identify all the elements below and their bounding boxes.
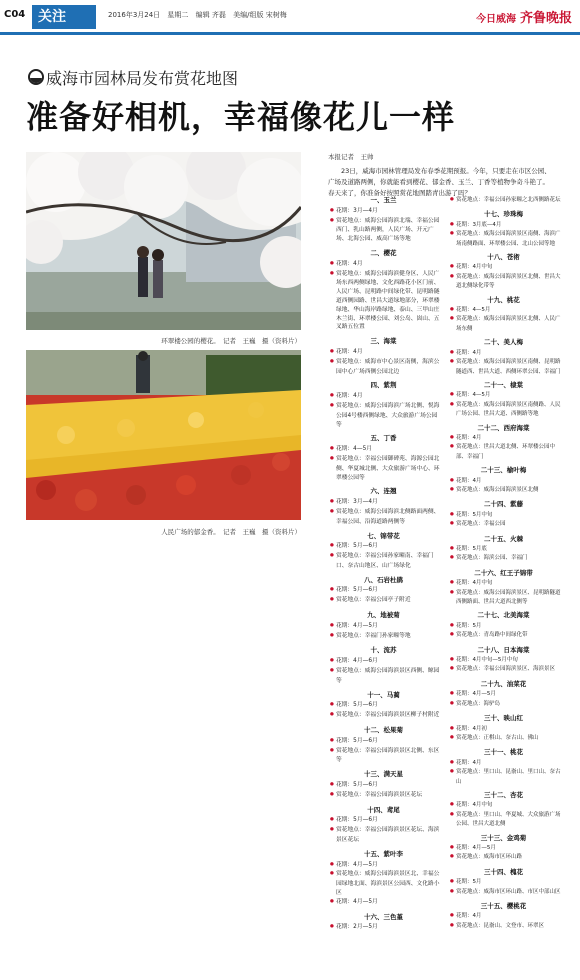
flower-entry bbox=[326, 850, 441, 908]
flower-detail: ● 赏花地点：幸福公园海滨景区柳子村附近 bbox=[326, 711, 441, 721]
flower-detail: ● 花期：5月底 bbox=[446, 545, 561, 554]
flower-detail: ● 赏花地点：威海市区环山路、市区中部山区 bbox=[446, 888, 561, 897]
flower-detail: ● 花期：4月中旬 bbox=[446, 579, 561, 588]
flower-detail: ● 赏花地点：威海公园海滨景区、昆明路隧道西侧路面、世昌大道西北侧等 bbox=[446, 589, 561, 607]
flower-detail: ● 花期：4月—5月 bbox=[326, 622, 441, 632]
flower-detail: ● 花期：3月底—4月 bbox=[446, 221, 561, 230]
header-rule bbox=[0, 32, 580, 35]
flower-guide-column-b bbox=[446, 196, 561, 936]
photo-caption: 环翠楼公园的樱花。 记者 王巍 摄（资料片） bbox=[161, 337, 301, 345]
masthead-brand bbox=[476, 7, 572, 26]
flower-detail: ● 赏花地点：威海公园海滨景区北侧、世昌大道北侧绿化带等 bbox=[446, 273, 561, 291]
flower-detail: ● 花期：4月—6月 bbox=[326, 657, 441, 667]
flower-name: 三十二、杏花 bbox=[484, 790, 523, 799]
tulip-photo bbox=[26, 350, 301, 520]
flower-entry bbox=[446, 748, 561, 786]
flower-detail: ● 花期：4月中旬 bbox=[446, 801, 561, 810]
flower-detail: ● 赏花地点：幸福公园御碑苑、海源公园北侧、华夏城北侧、大众旅游广场中心、环翠楼公园等 bbox=[326, 455, 441, 482]
flower-name: 二十九、油菜花 bbox=[480, 679, 527, 688]
flower-entry bbox=[446, 424, 561, 462]
flower-detail: ● 花期：4月—5月 bbox=[326, 861, 441, 871]
flower-entry bbox=[446, 296, 561, 334]
flower-entry bbox=[446, 791, 561, 829]
flower-detail: ● 花期：5月中旬 bbox=[446, 511, 561, 520]
flower-detail: ● 赏花地点：海驴岛 bbox=[446, 700, 561, 709]
article-kicker: 威海市园林局发布赏花地图 bbox=[46, 69, 239, 88]
flower-name: 九、地被菊 bbox=[367, 611, 400, 620]
flower-name: 十三、满天星 bbox=[364, 770, 403, 779]
article-lead: 23日，威海市园林管理局发布春季花期预报。今年，只要走在市区公园、广场及道路两侧，你就能看到樱花、郁金香、玉兰、丁香等植物争奇斗艳了。春天来了，你准备好按照赏花地图踏青出游了吗？ bbox=[328, 167, 551, 197]
flower-entry bbox=[326, 691, 441, 721]
article-byline: 本报记者 王帅 bbox=[328, 153, 374, 161]
edition-meta bbox=[108, 10, 292, 20]
flower-detail: ● 赏花地点：威海公园海滨北侧路面两侧、幸福公园、沿海道路两侧等 bbox=[326, 508, 441, 527]
flower-name: 十六、三色堇 bbox=[364, 912, 403, 921]
flower-name: 六、连翘 bbox=[370, 487, 397, 496]
flower-entry bbox=[446, 611, 561, 640]
flower-entry bbox=[326, 434, 441, 482]
flower-detail: ● 赏花地点：海滨公园、幸福门 bbox=[446, 554, 561, 563]
flower-detail: ● 赏花地点：昆嵛山、文登市、环翠区 bbox=[446, 922, 561, 931]
section-tag: 关注 bbox=[32, 5, 96, 29]
flower-detail: ● 花期：4月 bbox=[446, 349, 561, 358]
flower-detail: ● 花期：4月 bbox=[446, 759, 561, 768]
edition-weekday: 星期二 bbox=[167, 11, 189, 19]
flower-entry bbox=[446, 868, 561, 897]
flower-detail: ● 赏花地点：幸福公园孙家疃之北西侧路花坛 bbox=[446, 196, 561, 205]
flower-detail: ● 赏花地点：威海公园海滨景区北、幸福公园绿地北面、海滨景区公园西、文化路小区 bbox=[326, 870, 441, 897]
flower-detail: ● 花期：4月—5月 bbox=[446, 844, 561, 853]
flower-detail: ● 赏花地点：威海公园海滨景区南侧、昆明路隧道西、世昌大道、西侧环翠公园、幸福门 bbox=[446, 358, 561, 376]
flower-detail: ● 花期：2月—5月 bbox=[326, 923, 441, 933]
flower-detail: ● 赏花地点：里口山、昆嵛山、里口山、奈古山 bbox=[446, 768, 561, 786]
flower-detail: ● 赏花地点：幸福公园海滨景区、海滨景区 bbox=[446, 665, 561, 674]
flower-detail: ● 花期：4—5月 bbox=[446, 306, 561, 315]
flower-detail: ● 花期：4—5月 bbox=[326, 445, 441, 455]
flower-name: 二十一、棣棠 bbox=[484, 380, 523, 389]
flower-detail: ● 花期：4月 bbox=[326, 392, 441, 402]
flower-entry bbox=[446, 381, 561, 419]
flower-entry bbox=[326, 487, 441, 526]
flower-entry bbox=[446, 714, 561, 743]
page-header bbox=[0, 0, 580, 36]
flower-name: 五、丁香 bbox=[370, 434, 397, 443]
flower-name: 一、玉兰 bbox=[370, 196, 397, 204]
flower-entry bbox=[446, 466, 561, 495]
flower-name: 十八、苍術 bbox=[487, 253, 520, 262]
flower-detail: ● 赏花地点：里口山、华夏城、大众旅游广场公园、世昌大道北侧 bbox=[446, 811, 561, 829]
flower-detail: ● 赏花地点：幸福公园 bbox=[446, 520, 561, 529]
flower-entry bbox=[446, 646, 561, 675]
flower-detail: ● 赏花地点：幸福公园亭子附近 bbox=[326, 596, 441, 606]
flower-name: 三十三、金鸡菊 bbox=[480, 833, 527, 842]
flower-entry bbox=[326, 806, 441, 845]
flower-guide-column-a bbox=[326, 196, 441, 938]
flower-detail: ● 花期：4月 bbox=[326, 348, 441, 358]
flower-entry bbox=[446, 535, 561, 564]
flower-detail: ● 花期：4—5月 bbox=[446, 391, 561, 400]
flower-entry bbox=[326, 646, 441, 685]
flower-detail: ● 花期：4月 bbox=[326, 260, 441, 270]
flower-name: 二十、美人梅 bbox=[484, 338, 523, 347]
flower-entry bbox=[446, 196, 561, 205]
flower-detail: ● 花期：5月 bbox=[446, 878, 561, 887]
flower-name: 二十六、红王子锦带 bbox=[474, 568, 533, 577]
flower-detail: ● 赏花地点：世昌大道北侧、环翠楼公园中部、幸福门 bbox=[446, 443, 561, 461]
edition-date: 2016年3月24日 bbox=[108, 11, 161, 19]
half-circle-icon bbox=[28, 69, 44, 85]
flower-name: 十九、桃花 bbox=[487, 295, 520, 304]
photo-caption: 人民广场的郁金香。 记者 王巍 摄（资料片） bbox=[161, 528, 301, 536]
flower-detail: ● 花期：3月—4月 bbox=[326, 207, 441, 217]
flower-entry bbox=[326, 770, 441, 800]
flower-detail: ● 赏花地点：青岛路中间绿化带 bbox=[446, 631, 561, 640]
flower-entry bbox=[326, 576, 441, 606]
flower-name: 二十八、日本海棠 bbox=[477, 645, 530, 654]
flower-detail: ● 赏花地点：威海公园海滨景区南侧路、人民广场公园、世昌大道、西侧路等地 bbox=[446, 401, 561, 419]
flower-name: 三十、映山红 bbox=[484, 714, 523, 723]
flower-entry bbox=[326, 611, 441, 641]
flower-name: 三十一、桃花 bbox=[484, 748, 523, 757]
flower-detail: ● 赏花地点：威海公园海滨北端、幸福公园西门、乳山路两侧，人民广场、开元广场、北海公园、威高广场等地 bbox=[326, 217, 441, 244]
flower-detail: ● 赏花地点：威海公园海滨健身区、人民广场东西两侧绿地、文化西路花小区门前、人民广场、昆明路中间绿化带、昆明路隧道西侧园路、世昌大道绿地部分，环翠楼绿地、华山海岸路绿地、泰山、三甲山庄木兰街、环翠楼公园、刘公岛、崮山、五叉路五位置 bbox=[326, 270, 441, 333]
flower-name: 二、樱花 bbox=[370, 248, 397, 257]
flower-detail: ● 赏花地点：幸福公园海滨景区花坛 bbox=[326, 791, 441, 801]
flower-detail: ● 赏花地点：威海公园海滨广场北侧、悦海公园4号楼西侧绿地、大众旅游广场公园等 bbox=[326, 402, 441, 429]
flower-name: 二十二、西府海棠 bbox=[477, 423, 530, 432]
flower-entry bbox=[326, 532, 441, 571]
flower-detail: ● 花期：5月—6月 bbox=[326, 781, 441, 791]
flower-detail: ● 花期：4月 bbox=[446, 477, 561, 486]
flower-detail: ● 花期：4月初 bbox=[446, 725, 561, 734]
flower-detail: ● 赏花地点：正棋山、奈古山、佛山 bbox=[446, 734, 561, 743]
flower-name: 二十四、紫藤 bbox=[484, 500, 523, 509]
flower-entry bbox=[446, 680, 561, 709]
flower-name: 二十七、北美海棠 bbox=[477, 611, 530, 620]
flower-detail: ● 赏花地点：威海市中心景区南侧，海滨公园中心广场西侧公园北边 bbox=[326, 358, 441, 377]
flower-detail: ● 花期：5月—6月 bbox=[326, 542, 441, 552]
flower-name: 十五、紫叶李 bbox=[364, 849, 403, 858]
flower-detail: ● 花期：4月 bbox=[446, 434, 561, 443]
flower-detail: ● 花期：5月—6月 bbox=[326, 586, 441, 596]
flower-name: 二十三、榆叶梅 bbox=[480, 466, 527, 475]
flower-name: 八、石岩杜鹃 bbox=[364, 575, 403, 584]
flower-name: 二十五、火棘 bbox=[484, 534, 523, 543]
flower-detail: ● 花期：3月—4月 bbox=[326, 498, 441, 508]
brand-logo: 齐鲁晚报 bbox=[519, 11, 572, 26]
edition-editor: 编辑 齐磊 bbox=[195, 11, 226, 19]
flower-detail: ● 赏花地点：幸福门孙家疃等地 bbox=[326, 632, 441, 642]
flower-entry bbox=[326, 249, 441, 332]
flower-detail: ● 花期：5月—6月 bbox=[326, 701, 441, 711]
flower-detail: ● 花期：4月中旬—5月中旬 bbox=[446, 656, 561, 665]
flower-entry bbox=[446, 210, 561, 248]
flower-entry bbox=[446, 253, 561, 291]
flower-entry bbox=[446, 500, 561, 529]
flower-detail: ● 赏花地点：威海市区环山路 bbox=[446, 853, 561, 862]
flower-entry bbox=[326, 196, 441, 244]
flower-entry bbox=[446, 834, 561, 863]
flower-name: 十二、松果菊 bbox=[364, 726, 403, 735]
flower-detail: ● 花期：4月—5月 bbox=[326, 898, 441, 908]
flower-entry bbox=[326, 726, 441, 765]
flower-name: 三十五、樱桃花 bbox=[480, 902, 527, 910]
flower-entry bbox=[326, 337, 441, 376]
flower-detail: ● 赏花地点：威海公园海滨景区北侧 bbox=[446, 486, 561, 495]
flower-name: 十、流苏 bbox=[370, 646, 397, 655]
flower-name: 三、海棠 bbox=[370, 337, 397, 346]
flower-detail: ● 花期：5月 bbox=[446, 622, 561, 631]
flower-detail: ● 花期：5月—6月 bbox=[326, 816, 441, 826]
flower-detail: ● 花期：4月—5月 bbox=[446, 690, 561, 699]
flower-name: 十一、马蔺 bbox=[367, 690, 400, 699]
flower-detail: ● 花期：4月 bbox=[446, 912, 561, 921]
flower-name: 四、紫荆 bbox=[370, 381, 397, 390]
flower-name: 十四、鸢尾 bbox=[367, 805, 400, 814]
brand-local: 今日威海 bbox=[475, 14, 516, 25]
flower-name: 十七、珍珠梅 bbox=[484, 210, 523, 219]
flower-detail: ● 花期：5月—6月 bbox=[326, 737, 441, 747]
page-number: C04 bbox=[4, 9, 26, 20]
article-headline: 准备好相机，幸福像花儿一样 bbox=[26, 98, 456, 136]
flower-detail: ● 赏花地点：威海公园海滨景区南侧、海滨广场南侧路面、环翠楼公园、北山公园等地 bbox=[446, 230, 561, 248]
flower-name: 三十四、槐花 bbox=[484, 867, 523, 876]
flower-entry bbox=[326, 913, 441, 934]
flower-detail: ● 花期：4月中旬 bbox=[446, 263, 561, 272]
flower-detail: ● 赏花地点：威海公园海滨景区北侧、人民广场东侧 bbox=[446, 315, 561, 333]
flower-detail: ● 赏花地点：威海公园海滨景区西侧、鲸园等 bbox=[326, 667, 441, 686]
flower-detail: ● 赏花地点：幸福公园孙家疃南、幸福门口、奈古山地区、山广场绿化 bbox=[326, 552, 441, 571]
edition-designer: 美编/组版 宋树梅 bbox=[233, 11, 287, 19]
flower-detail: ● 赏花地点：幸福公园海滨景区花坛、海滨景区花坛 bbox=[326, 826, 441, 845]
cherry-blossom-photo bbox=[26, 152, 301, 330]
flower-name: 七、锦带花 bbox=[367, 531, 400, 540]
flower-entry bbox=[446, 338, 561, 376]
flower-entry bbox=[446, 902, 561, 931]
flower-entry bbox=[446, 569, 561, 607]
flower-detail: ● 赏花地点：幸福公园海滨景区北侧、东区等 bbox=[326, 747, 441, 766]
flower-entry bbox=[326, 381, 441, 429]
